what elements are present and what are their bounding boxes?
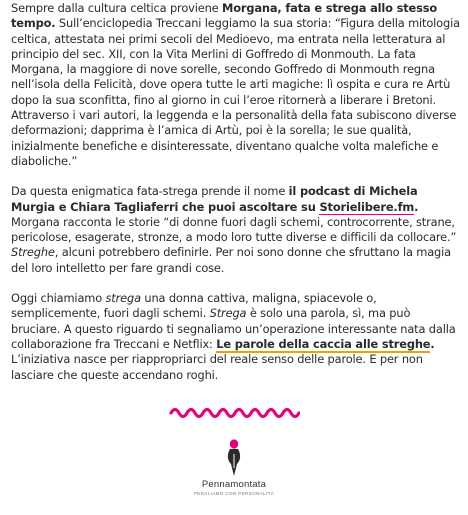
highlight-morgana: Morgana, fata e strega allo stesso tempo.	[11, 1, 438, 31]
paragraph-morgana	[11, 1, 460, 169]
article-body	[11, 0, 460, 398]
highlight-podcast: il podcast di Michela Murgia e Chiara Tagliaferri che puoi ascoltare su	[11, 184, 418, 214]
punctuation: .	[430, 336, 435, 351]
storielibere-link[interactable]: Storielibere.fm	[319, 199, 415, 214]
paragraph-podcast	[11, 184, 460, 276]
paragraph-text: Morgana racconta le storie “di donne fuori dagli schemi, controcorrente, strane, pericolose, esagerate, stronze, a modo loro tutte diverse e difficili da collocare.”	[11, 214, 457, 245]
brand-tagline: PEDALIAMO CON PERSONALITÀ	[193, 491, 275, 496]
paragraph-text: , alcuni potrebbero definirle. Per noi sono donne che sfruttano la magia del loro intelletto per fare grandi cose.	[11, 245, 451, 275]
treccani-quote: Sull’enciclopedia Treccani leggiamo la sua storia: “Figura della mitologia celtica, attestata nei primi secoli del Medioevo, ma entrata nella letteratura al principio del sec. XII, con la Vita Merlini di Goffredo di Monmouth. La fata Morgana, la maggiore di nove sorelle, secondo Goffredo di Monmouth regna nell’isola della Felicità, dove opera tutte le arti magiche: lì ospita e cura re Artù dopo la sua sconfitta, fino al giorno in cui l’eroe ritornerà a liberare i Bretoni. Attraverso i vari autori, la leggenda e la personalità della fata subiscono diverse deformazioni; dapprima è l’amica di Artù, poi è la sorella; le sue qualità, inizialmente benefiche e disinteressate, diventano qualche volta malefiche e diaboliche.”	[11, 16, 460, 168]
emphasis-strega: strega	[105, 291, 141, 306]
paragraph-text: Da questa enigmatica fata-strega prende il nome	[11, 184, 289, 199]
paragraph-text: L’iniziativa nasce per riappropriarci del reale senso delle parole. E per non lasciare che queste accendano roghi.	[11, 352, 423, 382]
paragraph-text: una donna cattiva, maligna, spiacevole o, semplicemente, fuori dagli schemi.	[11, 291, 377, 321]
paragraph-text: Oggi chiamiamo	[11, 291, 106, 306]
punctuation: .	[414, 199, 419, 214]
emphasis-strega: Strega	[209, 306, 247, 321]
pen-woman-icon	[223, 438, 245, 478]
caccia-streghe-link[interactable]: Le parole della caccia alle streghe	[216, 336, 431, 351]
paragraph-text: Sempre dalla cultura celtica proviene	[11, 1, 223, 15]
brand-name: Pennamontata	[201, 479, 267, 490]
brand-logo	[0, 438, 468, 496]
emphasis-streghe: Streghe	[11, 245, 55, 260]
paragraph-text: è solo una parola, sì, ma può bruciare. A questo riguardo ti segnaliamo un’operazione interessante nata dalla collaborazione fra Treccani e Netflix:	[11, 306, 456, 351]
wavy-divider	[168, 406, 300, 420]
paragraph-strega	[11, 291, 460, 383]
